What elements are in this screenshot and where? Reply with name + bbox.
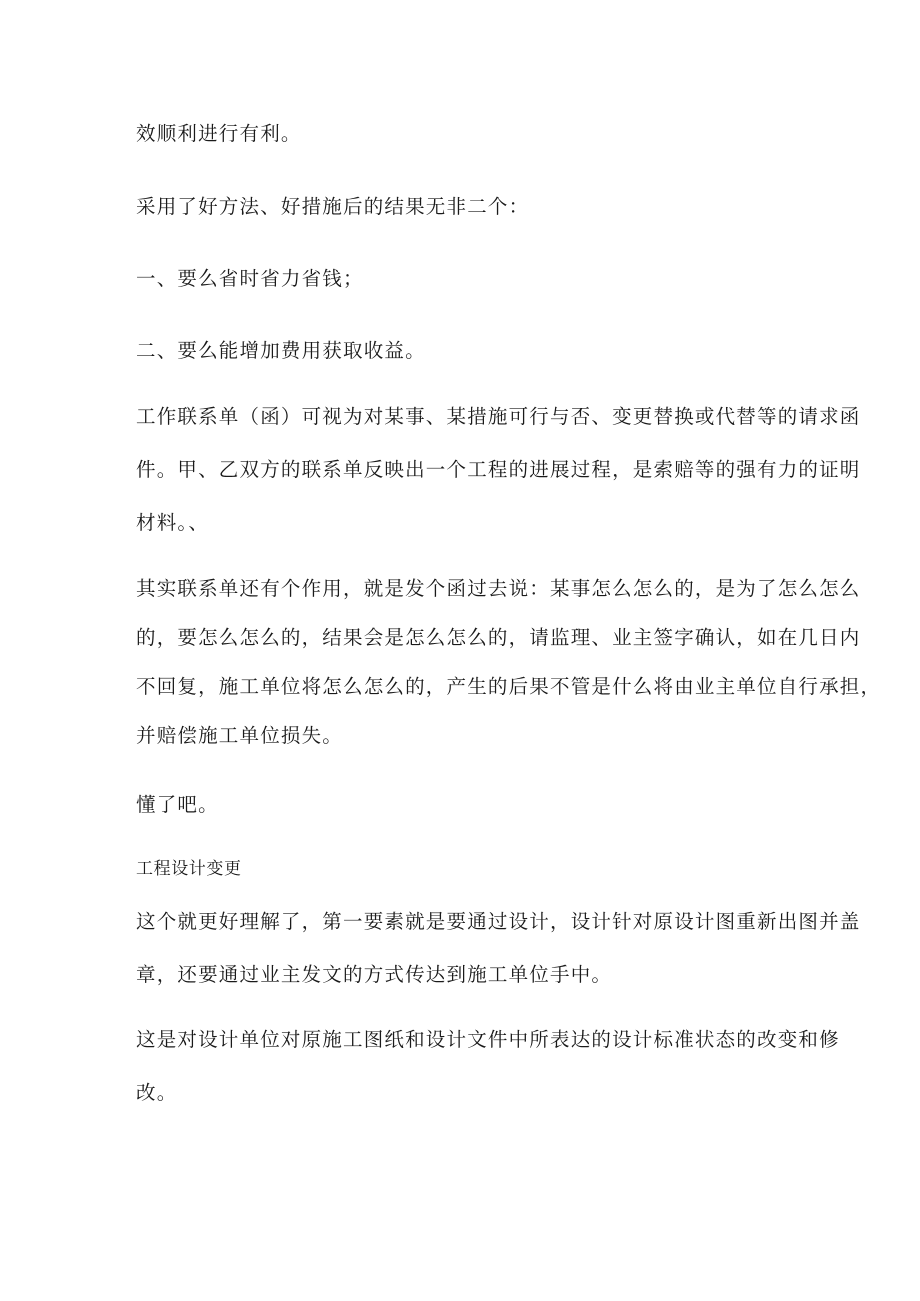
paragraph-line: 采用了好方法、好措施后的结果无非二个： [136, 195, 530, 218]
paragraph-line: 件。甲、乙双方的联系单反映出一个工程的进展过程，是索赔等的强有力的证明 [136, 458, 861, 481]
paragraph-line: 章，还要通过业主发文的方式传达到施工单位手中。 [136, 963, 613, 986]
paragraph-line: 改。 [136, 1081, 178, 1104]
list-item: 一、要么省时省力省钱； [136, 267, 364, 290]
paragraph-line: 效顺利进行有利。 [136, 122, 302, 145]
paragraph-line: 这个就更好理解了，第一要素就是要通过设计，设计针对原设计图重新出图并盖 [136, 910, 861, 933]
paragraph-line: 工作联系单（函）可视为对某事、某措施可行与否、变更替换或代替等的请求函 [136, 405, 861, 428]
paragraph-line: 懂了吧。 [136, 793, 219, 816]
paragraph-line: 这是对设计单位对原施工图纸和设计文件中所表达的设计标准状态的改变和修 [136, 1028, 840, 1051]
section-heading: 工程设计变更 [136, 859, 242, 879]
list-item: 二、要么能增加费用获取收益。 [136, 339, 426, 362]
paragraph-line: 材料。、 [136, 511, 210, 534]
paragraph-line: 的，要怎么怎么的，结果会是怎么怎么的，请监理、业主签字确认，如在几日内 [136, 626, 861, 649]
paragraph-line: 不回复，施工单位将怎么怎么的，产生的后果不管是什么将由业主单位自行承担， [136, 675, 882, 698]
paragraph-line: 其实联系单还有个作用，就是发个函过去说：某事怎么怎么的，是为了怎么怎么 [136, 577, 861, 600]
paragraph-line: 并赔偿施工单位损失。 [136, 724, 344, 747]
